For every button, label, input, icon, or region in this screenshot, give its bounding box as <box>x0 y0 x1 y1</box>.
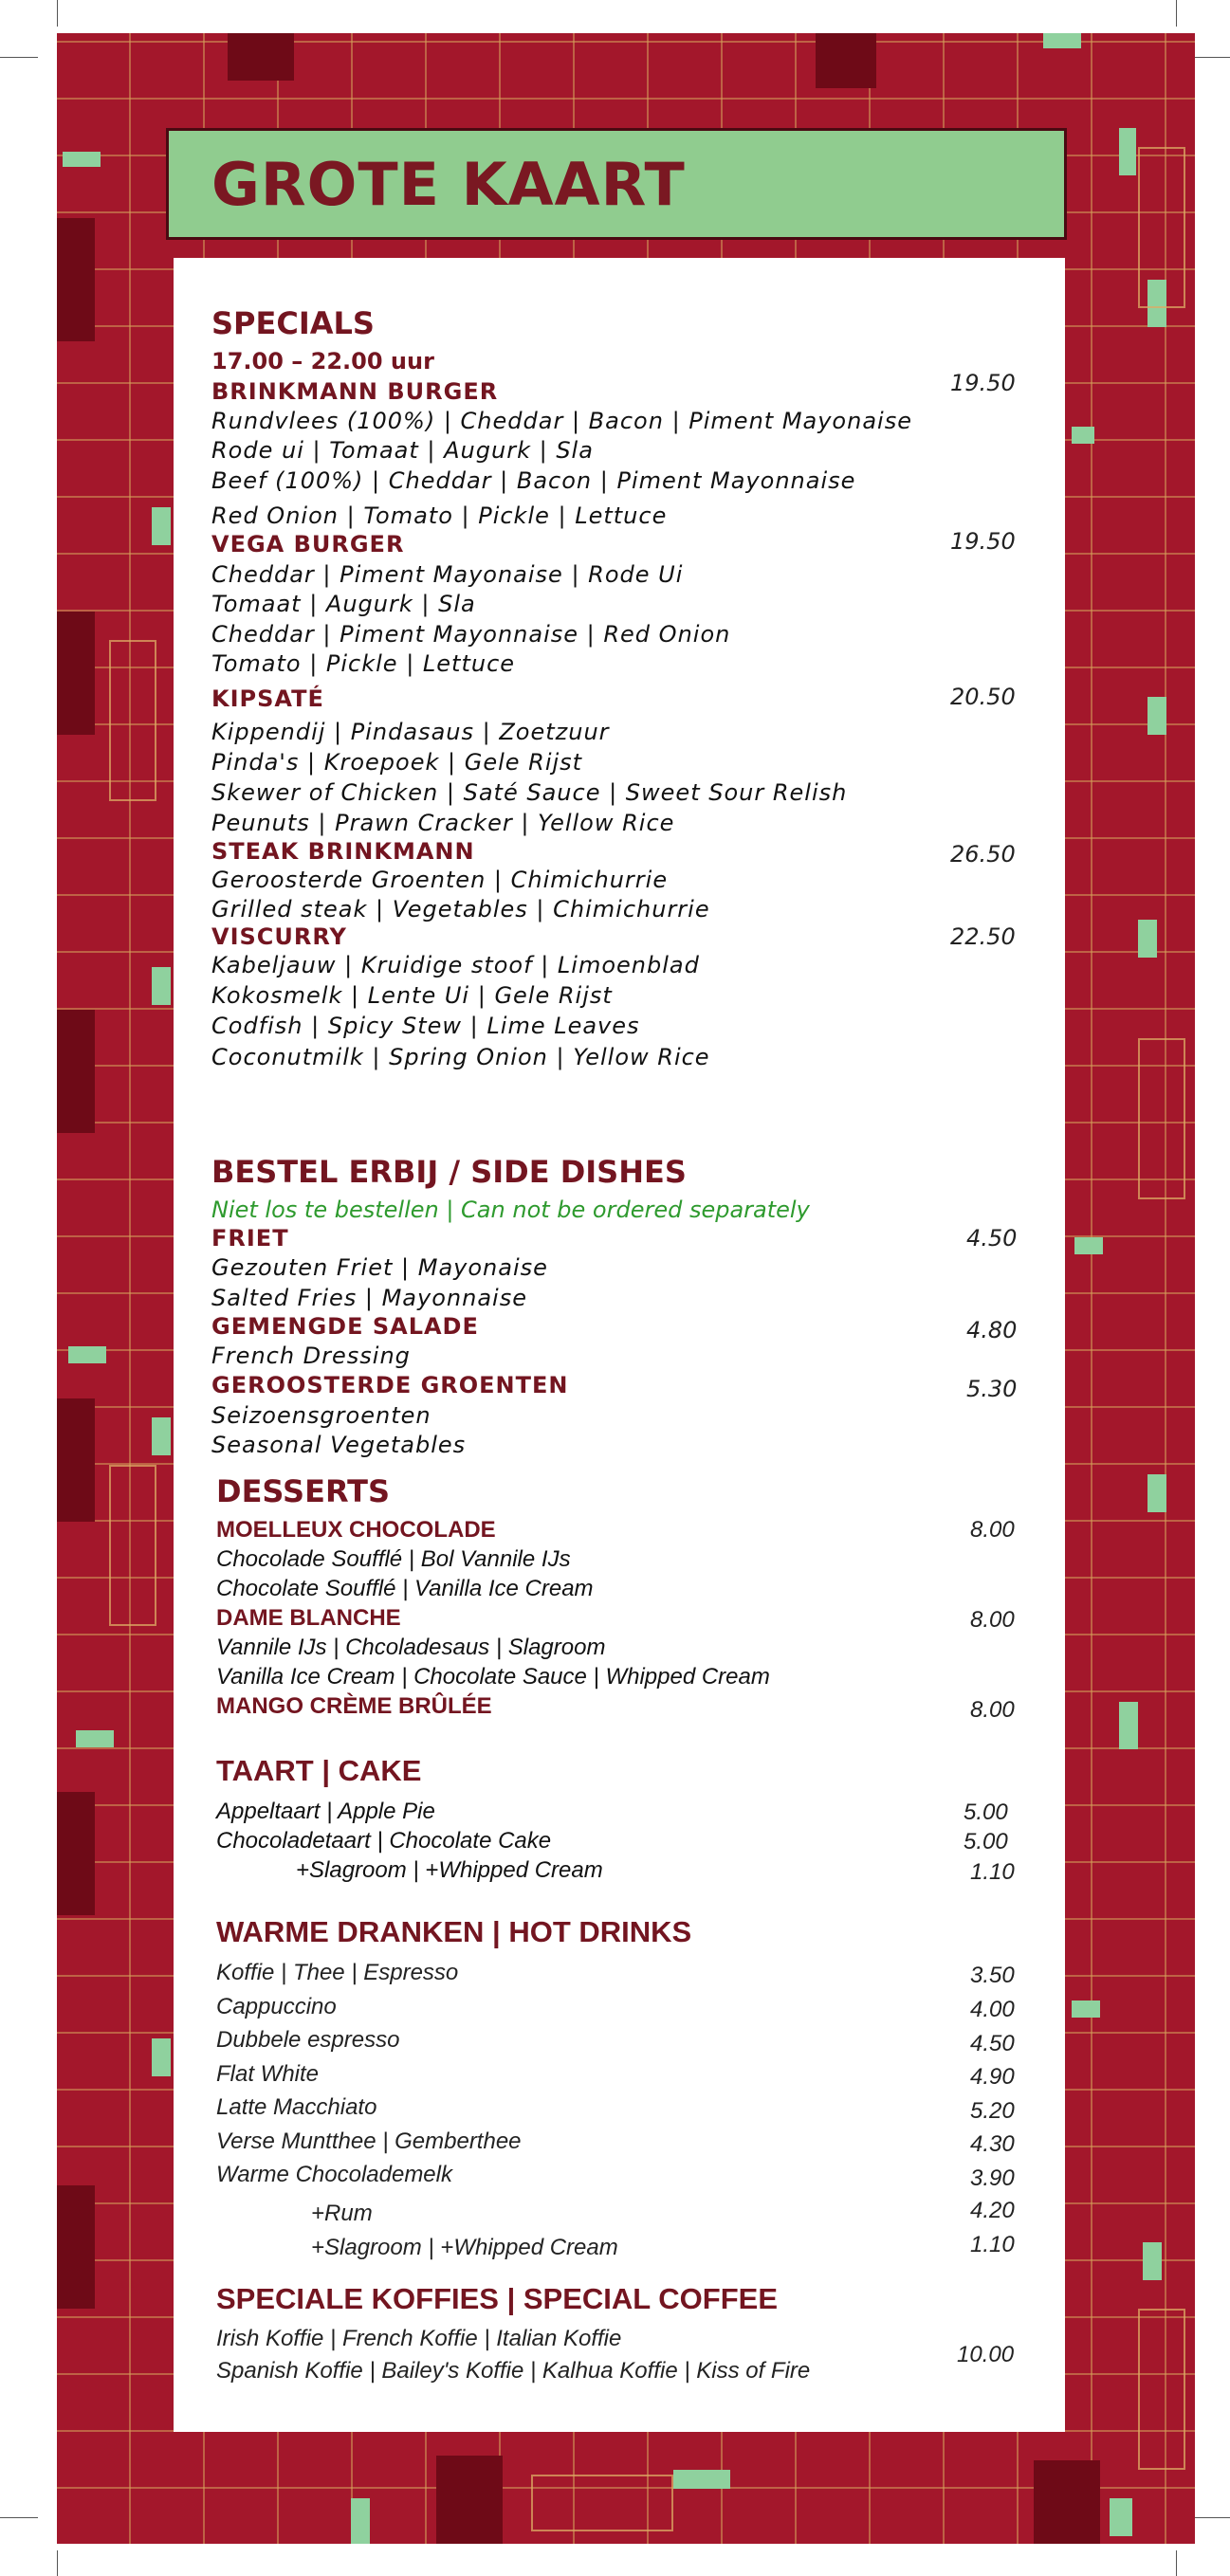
item-price: 22.50 <box>950 923 1016 950</box>
pattern-tile <box>63 152 101 167</box>
item-description: Red Onion | Tomato | Pickle | Lettuce <box>211 502 668 529</box>
section-heading-specials: SPECIALS <box>211 305 375 341</box>
pattern-frame <box>531 2475 673 2531</box>
pattern-frame <box>1138 2309 1185 2470</box>
item-price: 8.00 <box>970 1517 1015 1543</box>
item-description: Pinda's | Kroepoek | Gele Rijst <box>211 749 583 776</box>
sides-note: Niet los te bestellen | Can not be ordered separately <box>211 1197 810 1223</box>
section-heading-sides: BESTEL ERBIJ / SIDE DISHES <box>211 1154 687 1190</box>
pattern-frame <box>109 1465 156 1626</box>
pattern-tile <box>1138 920 1157 958</box>
pattern-tile <box>57 1398 95 1522</box>
item-description: Cheddar | Piment Mayonnaise | Red Onion <box>211 621 731 648</box>
item-description: Vannile IJs | Chcoladesaus | Slagroom <box>216 1635 606 1660</box>
pattern-frame <box>1138 147 1185 308</box>
item-price: 4.00 <box>970 1997 1015 2022</box>
item-description: Skewer of Chicken | Saté Sauce | Sweet Sour Relish <box>211 779 848 806</box>
item-price: 5.00 <box>964 1800 1008 1825</box>
drink-item: +Slagroom | +Whipped Cream <box>311 2235 618 2260</box>
item-name: STEAK BRINKMANN <box>211 838 475 865</box>
item-price: 4.50 <box>966 1225 1018 1251</box>
item-price: 20.50 <box>950 684 1016 710</box>
section-heading-special-coffee: SPECIALE KOFFIES | SPECIAL COFFEE <box>216 2282 779 2315</box>
item-name: VISCURRY <box>211 923 347 950</box>
item-price: 5.20 <box>970 2098 1015 2124</box>
item-description: Chocolate Soufflé | Vanilla Ice Cream <box>216 1576 594 1601</box>
pattern-tile <box>1043 33 1081 48</box>
item-description: Tomaat | Augurk | Sla <box>211 591 476 617</box>
item-description: Seasonal Vegetables <box>211 1432 467 1458</box>
coffee-line: Spanish Koffie | Bailey's Koffie | Kalhua Koffie | Kiss of Fire <box>216 2358 811 2384</box>
drink-item: Flat White <box>216 2061 320 2087</box>
item-price: 3.90 <box>970 2165 1015 2191</box>
specials-hours: 17.00 – 22.00 uur <box>211 348 434 375</box>
item-description: Grilled steak | Vegetables | Chimichurrie <box>211 896 710 923</box>
drink-item: Verse Muntthee | Gemberthee <box>216 2128 522 2154</box>
crop-mark <box>1192 2517 1230 2518</box>
pattern-tile <box>1147 697 1166 735</box>
pattern-tile <box>1119 1702 1138 1749</box>
crop-mark <box>1176 2550 1177 2576</box>
item-price: 4.90 <box>970 2064 1015 2090</box>
item-price: 10.00 <box>957 2342 1015 2367</box>
crop-mark <box>0 57 38 58</box>
pattern-tile <box>436 2456 503 2544</box>
crop-mark <box>1192 57 1230 58</box>
drink-item: Latte Macchiato <box>216 2094 377 2120</box>
crop-mark <box>0 2517 38 2518</box>
item-price: 19.50 <box>950 528 1016 555</box>
title-banner <box>166 128 1067 240</box>
item-name: MANGO CRÈME BRÛLÉE <box>216 1693 492 1719</box>
cake-item: Appeltaart | Apple Pie <box>216 1799 435 1824</box>
pattern-tile <box>351 2498 370 2544</box>
item-description: Geroosterde Groenten | Chimichurrie <box>211 867 669 893</box>
pattern-tile <box>152 1417 171 1455</box>
item-price: 5.00 <box>964 1829 1008 1854</box>
section-heading-hot-drinks: WARME DRANKEN | HOT DRINKS <box>216 1915 692 1948</box>
pattern-tile <box>152 507 171 545</box>
item-description: French Dressing <box>211 1343 411 1369</box>
pattern-tile <box>1110 2498 1132 2536</box>
item-name: GEMENGDE SALADE <box>211 1313 479 1340</box>
item-description: Cheddar | Piment Mayonaise | Rode Ui <box>211 561 684 588</box>
pattern-tile <box>228 33 294 81</box>
item-price: 26.50 <box>950 841 1016 868</box>
cake-item: Chocoladetaart | Chocolate Cake <box>216 1828 552 1854</box>
section-heading-cake: TAART | CAKE <box>216 1754 422 1787</box>
item-description: Peunuts | Prawn Cracker | Yellow Rice <box>211 810 675 836</box>
item-description: Codfish | Spicy Stew | Lime Leaves <box>211 1013 640 1039</box>
pattern-tile <box>57 612 95 735</box>
item-description: Gezouten Friet | Mayonaise <box>211 1254 548 1281</box>
pattern-frame <box>1138 1038 1185 1199</box>
pattern-tile <box>1074 1237 1103 1254</box>
item-price: 5.30 <box>966 1376 1018 1402</box>
pattern-tile <box>76 1730 114 1747</box>
crop-mark <box>57 0 58 27</box>
item-price: 19.50 <box>950 370 1016 396</box>
pattern-tile <box>816 33 876 88</box>
menu-panel <box>174 258 1065 2432</box>
crop-mark <box>57 2550 58 2576</box>
item-name: BRINKMANN BURGER <box>211 378 499 405</box>
item-name: MOELLEUX CHOCOLADE <box>216 1517 496 1543</box>
pattern-tile <box>57 2185 95 2309</box>
section-heading-desserts: DESSERTS <box>216 1473 391 1509</box>
drink-item: Cappuccino <box>216 1994 337 2019</box>
pattern-tile <box>57 218 95 341</box>
item-price: 8.00 <box>970 1697 1015 1723</box>
item-description: Salted Fries | Mayonnaise <box>211 1285 527 1311</box>
pattern-tile <box>673 2470 730 2489</box>
item-name: DAME BLANCHE <box>216 1605 401 1631</box>
pattern-tile <box>152 2038 171 2076</box>
item-name: VEGA BURGER <box>211 531 405 557</box>
pattern-tile <box>152 967 171 1005</box>
pattern-tile <box>57 1010 95 1133</box>
coffee-line: Irish Koffie | French Koffie | Italian Koffie <box>216 2326 622 2351</box>
pattern-tile <box>1072 2001 1100 2018</box>
item-description: Rundvlees (100%) | Cheddar | Bacon | Piment Mayonaise <box>211 408 912 434</box>
item-description: Chocolade Soufflé | Bol Vannile IJs <box>216 1546 571 1572</box>
drink-item: Warme Chocolademelk <box>216 2162 452 2187</box>
item-description: Rode ui | Tomaat | Augurk | Sla <box>211 437 594 464</box>
pattern-tile <box>1072 427 1094 444</box>
pattern-tile <box>1143 2242 1162 2280</box>
item-price: 4.30 <box>970 2131 1015 2157</box>
crop-mark <box>1176 0 1177 27</box>
item-description: Seizoensgroenten <box>211 1402 431 1429</box>
item-name: KIPSATÉ <box>211 685 324 712</box>
drink-item: +Rum <box>311 2201 373 2226</box>
item-description: Vanilla Ice Cream | Chocolate Sauce | Whipped Cream <box>216 1664 770 1690</box>
pattern-tile <box>68 1346 106 1363</box>
item-price: 3.50 <box>970 1963 1015 1988</box>
item-price: 4.80 <box>966 1317 1018 1343</box>
drink-item: Dubbele espresso <box>216 2027 400 2053</box>
item-price: 4.20 <box>970 2198 1015 2223</box>
item-price: 1.10 <box>970 2232 1015 2257</box>
cake-item: +Slagroom | +Whipped Cream <box>296 1857 603 1883</box>
item-description: Tomato | Pickle | Lettuce <box>211 650 516 677</box>
item-price: 1.10 <box>970 1859 1015 1885</box>
item-description: Coconutmilk | Spring Onion | Yellow Rice <box>211 1044 710 1070</box>
item-price: 4.50 <box>970 2031 1015 2056</box>
drink-item: Koffie | Thee | Espresso <box>216 1960 459 1985</box>
pattern-tile <box>1147 1474 1166 1512</box>
item-description: Kabeljauw | Kruidige stoof | Limoenblad <box>211 952 700 978</box>
pattern-tile <box>1034 2460 1100 2544</box>
item-name: GEROOSTERDE GROENTEN <box>211 1372 569 1398</box>
item-price: 8.00 <box>970 1607 1015 1633</box>
item-name: FRIET <box>211 1225 289 1251</box>
item-description: Kippendij | Pindasaus | Zoetzuur <box>211 719 610 745</box>
pattern-tile <box>57 1792 95 1915</box>
menu-title: GROTE KAART <box>211 150 686 219</box>
pattern-frame <box>109 640 156 801</box>
item-description: Beef (100%) | Cheddar | Bacon | Piment Mayonnaise <box>211 467 856 494</box>
pattern-tile <box>1119 128 1136 175</box>
item-description: Kokosmelk | Lente Ui | Gele Rijst <box>211 982 613 1009</box>
